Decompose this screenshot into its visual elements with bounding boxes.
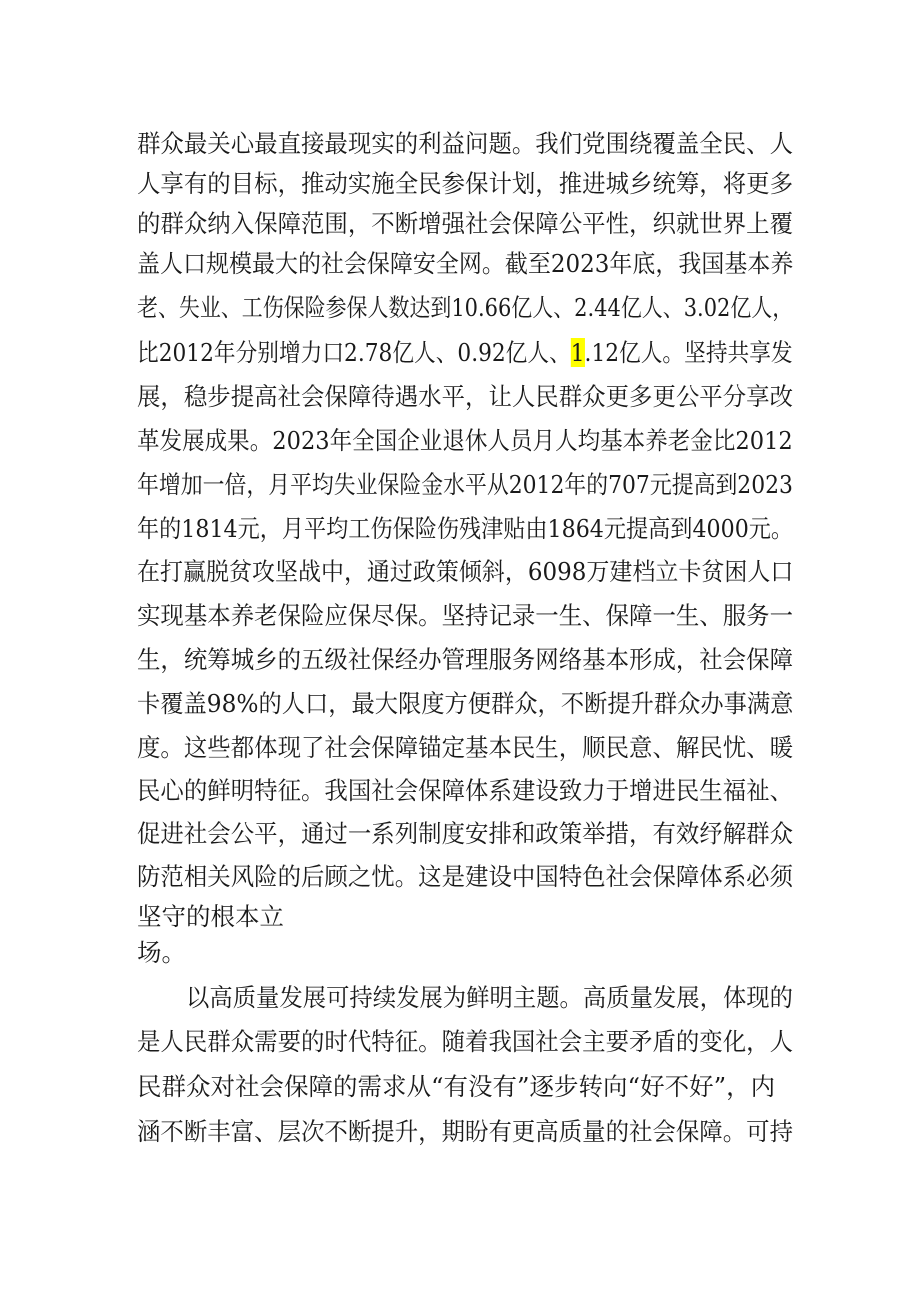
text-segment: 比2012年分别增力口2.78亿人、0.92亿人、 — [137, 338, 571, 367]
text-line: 坚守的根本立 — [137, 902, 284, 931]
text-line: 在打赢脱贫攻坚战中，通过政策倾斜，6098万建档立卡贫困人口 — [137, 557, 794, 586]
text-line: 老、失业、工伤保险参保人数达到10.66亿人、2.44亿人、3.02亿人， — [137, 293, 794, 322]
text-line: 防范相关风险的后顾之忧。这是建设中国特色社会保障体系必须 — [137, 862, 794, 891]
text-line: 年增加一倍，月平均失业保险金水平从2012年的707元提高到2023 — [137, 470, 793, 499]
text-line: 民心的鲜明特征。我国社会保障体系建设致力于增进民生福祉、 — [137, 776, 794, 805]
text-line: 场。 — [137, 938, 186, 967]
text-line: 生，统筹城乡的五级社保经办管理服务网络基本形成，社会保障 — [137, 645, 794, 674]
text-line: 是人民群众需要的时代特征。随着我国社会主要矛盾的变化，人 — [137, 1027, 794, 1056]
highlighted-text: 1 — [570, 338, 585, 367]
paragraph-first-line: 以高质量发展可持续发展为鲜明主题。高质量发展，体现的 — [186, 983, 793, 1012]
text-line: 盖人口规模最大的社会保障安全网。截至2023年底，我国基本养 — [137, 249, 794, 278]
text-line: 群众最关心最直接最现实的利益问题。我们党围绕覆盖全民、人 — [137, 129, 794, 158]
text-segment: .12亿人。坚持共享发 — [584, 338, 793, 367]
text-line: 涵不断丰富、层次不断提升，期盼有更高质量的社会保障。可持 — [137, 1117, 794, 1146]
text-line: 革发展成果。2023年全国企业退休人员月人均基本养老金比2012 — [137, 426, 793, 455]
text-line: 度。这些都体现了社会保障锚定基本民生，顺民意、解民忧、暖 — [137, 733, 794, 762]
text-line: 的群众纳入保障范围，不断增强社会保障公平性，织就世界上覆 — [137, 209, 794, 238]
text-line — [137, 334, 793, 372]
text-line: 实现基本养老保险应保尽保。坚持记录一生、保障一生、服务一 — [137, 601, 794, 630]
text-line: 民群众对社会保障的需求从“有没有”逐步转向“好不好”，内 — [137, 1072, 776, 1101]
text-line: 卡覆盖98%的人口，最大限度方便群众，不断提升群众办事满意 — [137, 689, 794, 718]
text-line: 促进社会公平，通过一系列制度安排和政策举措，有效纾解群众 — [137, 819, 794, 848]
text-line: 人享有的目标，推动实施全民参保计划，推进城乡统筹，将更多 — [137, 169, 794, 198]
text-line: 年的1814元，月平均工伤保险伤残津贴由1864元提高到4000元。 — [137, 514, 794, 543]
text-line: 展，稳步提高社会保障待遇水平，让人民群众更多更公平分享改 — [137, 382, 794, 411]
